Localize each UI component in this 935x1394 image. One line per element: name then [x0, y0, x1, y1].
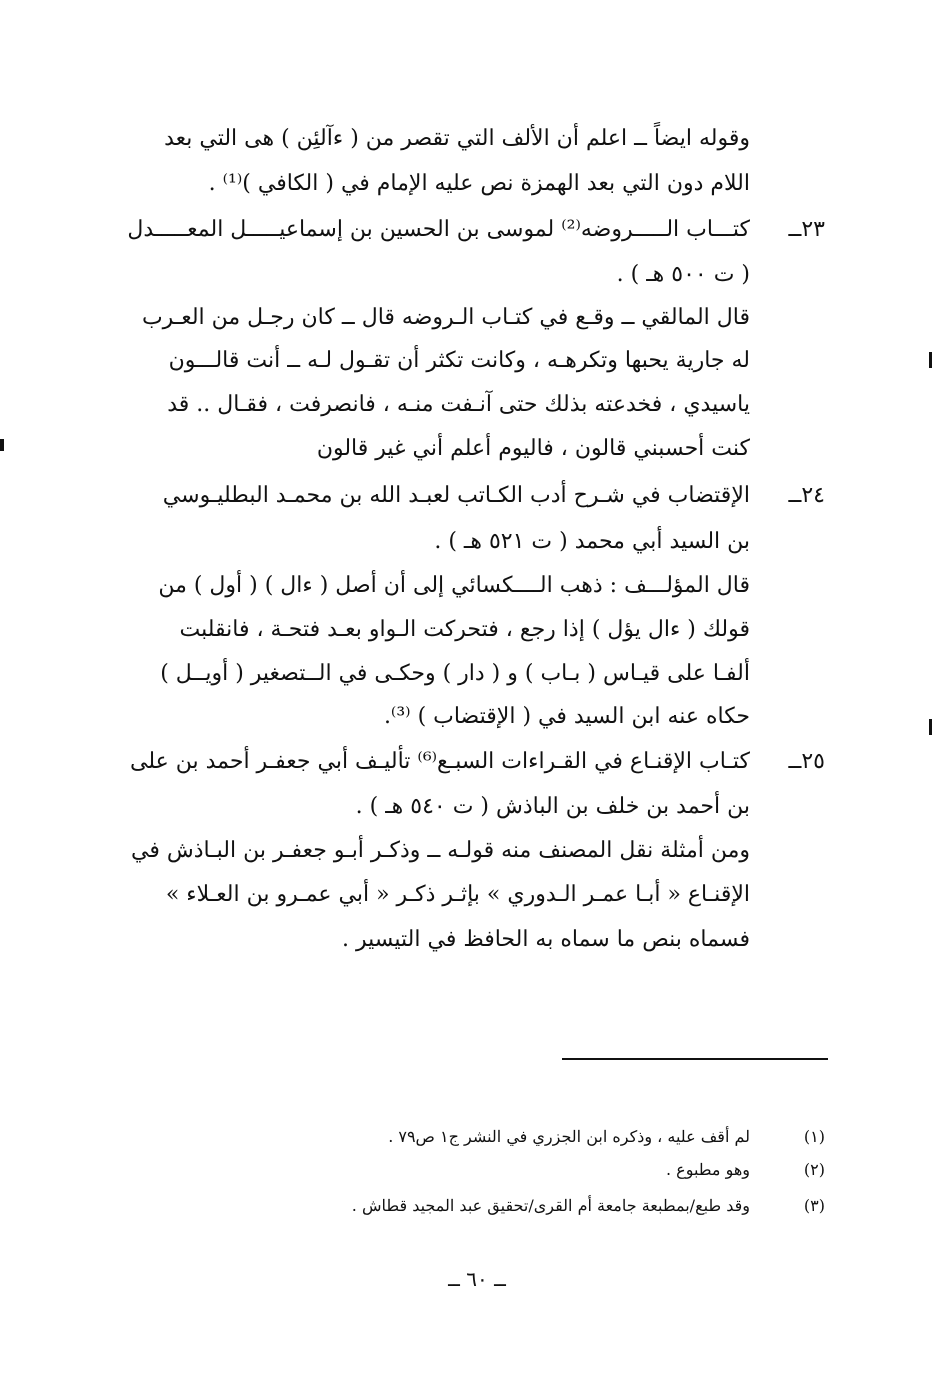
body-line: كنت أحسبني قالون ، فاليوم أعلم أني غير قالون: [316, 436, 750, 461]
body-line: قال المؤلـــف : ذهب الــــكسائي إلى أن أصل ( ءال ) ( أول ) من: [158, 573, 750, 598]
body-line: ( ت ٥٠٠ هـ ) .: [616, 262, 750, 287]
body-line: فسماه بنص ما سماه به الحافظ في التيسير .: [342, 927, 750, 952]
body-line: قولك ( ءال يؤل ) إذا رجع ، فتحركت الـواو بعـد فتحـة ، فانقلبت: [179, 617, 750, 642]
body-line: الإقنـاع « أبـا عمـر الـدوري » بإثـر ذكـر « أبي عمـرو بن العـلاء »: [165, 882, 750, 907]
body-line: الإقتضاب في شـرح أدب الكـاتب لعبـد الله بن محمـد البطليـوسي: [162, 483, 750, 508]
body-line: بن السيد أبي محمد ( ت ٥٢١ هـ ) .: [434, 529, 750, 554]
scan-edge-mark: [929, 719, 932, 735]
page-number: ــ ٦٠ ــ: [448, 1267, 506, 1291]
scan-edge-mark: [0, 439, 4, 451]
body-line: بن أحمد بن خلف بن الباذش ( ت ٥٤٠ هـ ) .: [355, 794, 750, 819]
scan-edge-mark: [929, 352, 932, 368]
footnote-text: وقد طبع/بمطبعة جامعة أم القرى/تحقيق عبد المجيد قطاش .: [351, 1196, 750, 1215]
body-line: اللام دون التي بعد الهمزة نص عليه الإمام في ( الكافي )⁽¹⁾ .: [208, 171, 750, 196]
item-number: ٢٥ــ: [788, 749, 825, 774]
footnote-number: (٣): [803, 1196, 825, 1215]
body-line: ألفـا على قيـاس ( بـاب ) و ( دار ) وحكـى في الــتصغير ( أويــل ): [160, 661, 750, 686]
body-line: كتـاب الإقنـاع في القـراءات السبـع⁽⁶⁾ تأليـف أبي جعفـر أحمد بن على: [129, 749, 750, 774]
body-line: قال المالقي ــ وقـع في كتـاب الـروضه قال ــ كان رجـل من العـرب: [141, 305, 750, 330]
body-line: وقوله ايضاً ــ اعلم أن الألف التي تقصر من ( ءآلئِن ) هى التي بعد: [164, 126, 750, 151]
footnote-text: لم أقف عليه ، وذكره ابن الجزري في النشر ج١ ص٧٩ .: [388, 1127, 750, 1146]
footnote-separator: [562, 1058, 828, 1060]
item-number: ٢٤ــ: [788, 483, 825, 508]
body-line: له جارية يحبها وتكرهـه ، وكانت تكثر أن تقـول لـه ــ أنت قالـــون: [168, 348, 750, 373]
footnote-number: (٢): [803, 1160, 825, 1179]
body-line: كتـــاب الـــــروضه⁽²⁾ لموسى بن الحسين بن إسماعيـــــل المعـــــدل: [127, 217, 750, 242]
body-line: حكاه عنه ابن السيد في ( الإقتضاب ) ⁽³⁾.: [383, 704, 750, 729]
body-line: ياسيدي ، فخدعته بذلك حتى آنـفت منـه ، فانصرفت ، فقـال .. قد: [167, 392, 750, 417]
footnote-text: وهو مطبوع .: [665, 1160, 750, 1179]
body-line: ومن أمثلة نقل المصنف منه قولـه ــ وذكـر أبـو جعفـر بن البـاذش في: [131, 838, 750, 863]
item-number: ٢٣ــ: [788, 217, 825, 242]
footnote-number: (١): [803, 1127, 825, 1146]
